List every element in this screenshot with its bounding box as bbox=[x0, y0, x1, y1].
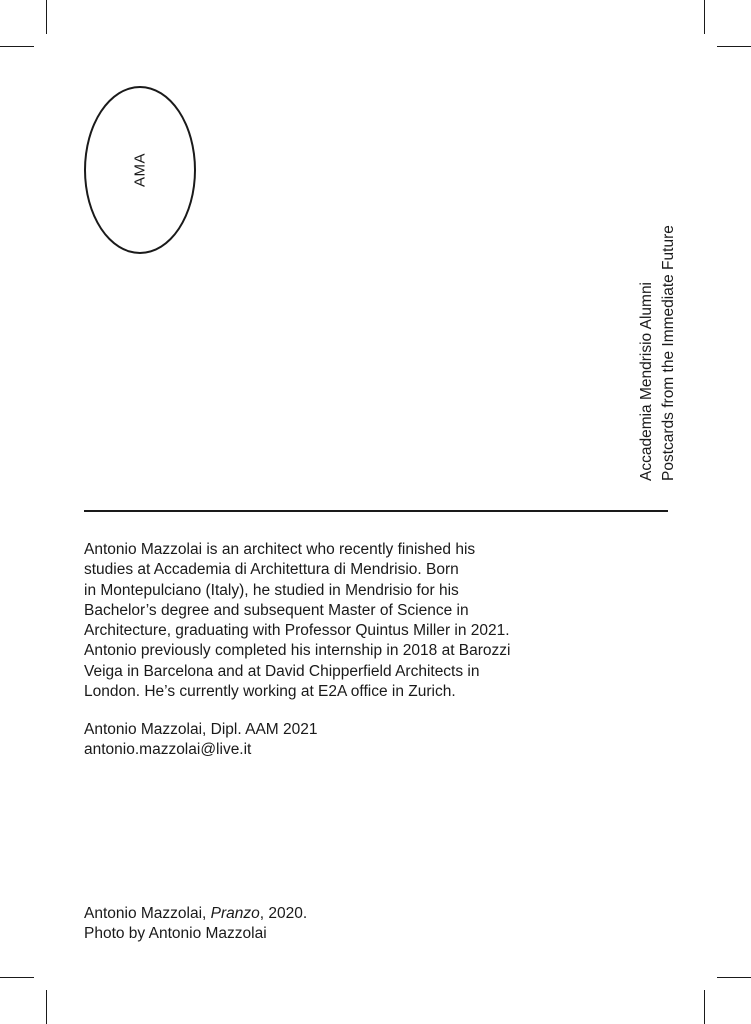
bio-line: in Montepulciano (Italy), he studied in Mendrisio for his bbox=[84, 581, 459, 599]
crop-mark-top-left-vertical bbox=[46, 0, 47, 34]
crop-mark-bottom-left-horizontal bbox=[0, 977, 34, 978]
bio-line: Antonio Mazzolai is an architect who recently finished his bbox=[84, 541, 476, 558]
name-degree: Antonio Mazzolai, Dipl. AAM 2021 bbox=[84, 721, 318, 738]
bio-line: Architecture, graduating with Professor Quintus Miller in 2021. bbox=[84, 622, 510, 640]
email-address: antonio.mazzolai@live.it bbox=[84, 741, 252, 759]
bio-line: London. He’s currently working at E2A office in Zurich. bbox=[84, 683, 456, 701]
crop-mark-bottom-right-horizontal bbox=[717, 977, 751, 978]
bio-line: Antonio previously completed his internship in 2018 at Barozzi bbox=[84, 642, 511, 660]
caption-title-line bbox=[84, 904, 307, 924]
ama-logo bbox=[84, 86, 196, 254]
crop-mark-bottom-right-vertical bbox=[704, 990, 705, 1024]
photo-caption bbox=[84, 904, 307, 945]
bio-line: Bachelor’s degree and subsequent Master of Science in bbox=[84, 601, 469, 619]
biography bbox=[84, 540, 684, 702]
contact-block bbox=[84, 720, 317, 761]
logo-text: AMA bbox=[131, 152, 149, 188]
crop-mark-bottom-left-vertical bbox=[46, 990, 47, 1024]
side-title-line-1: Accademia Mendrisio Alumni bbox=[638, 281, 655, 481]
photo-credit: Photo by Antonio Mazzolai bbox=[84, 925, 267, 943]
crop-mark-top-left-horizontal bbox=[0, 46, 34, 47]
divider-rule bbox=[84, 510, 668, 512]
crop-mark-top-right-horizontal bbox=[717, 46, 751, 47]
bio-line: Veiga in Barcelona and at David Chipperfield Architects in bbox=[84, 662, 480, 680]
bio-line: studies at Accademia di Architettura di Mendrisio. Born bbox=[84, 561, 459, 579]
caption-year: , 2020. bbox=[259, 905, 308, 922]
caption-work-title: Pranzo bbox=[210, 905, 260, 922]
side-title bbox=[636, 225, 680, 481]
side-title-line-2: Postcards from the Immediate Future bbox=[660, 225, 677, 481]
crop-mark-top-right-vertical bbox=[704, 0, 705, 34]
caption-author: Antonio Mazzolai, bbox=[84, 905, 211, 922]
